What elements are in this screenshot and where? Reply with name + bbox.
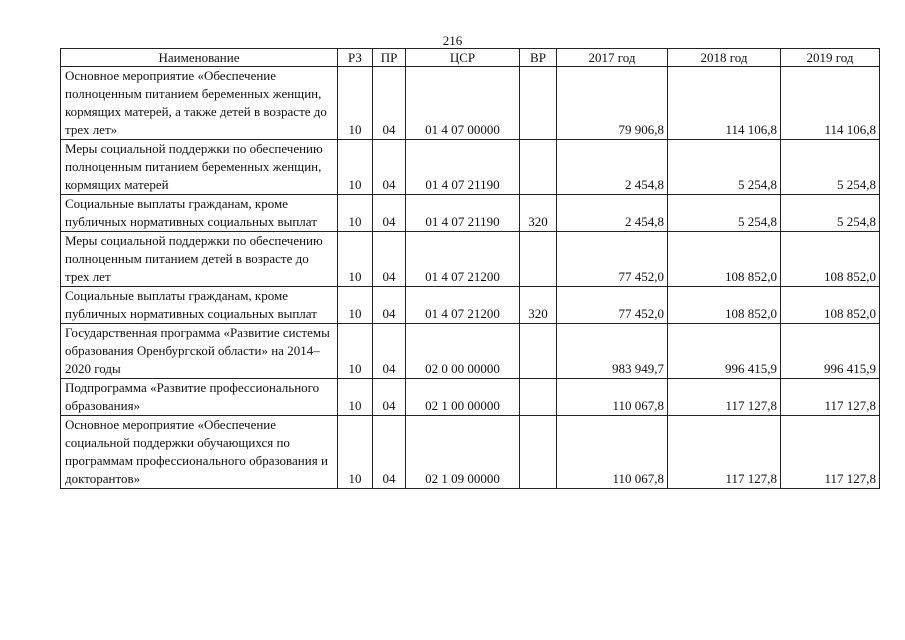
header-2018: 2018 год — [668, 49, 781, 67]
row-2018: 996 415,9 — [668, 324, 781, 379]
row-2018: 108 852,0 — [668, 287, 781, 324]
table-row — [61, 379, 880, 416]
row-2017: 2 454,8 — [557, 140, 668, 195]
row-rz: 10 — [338, 379, 373, 416]
row-pr: 04 — [373, 416, 406, 489]
header-rz: РЗ — [338, 49, 373, 67]
row-csr: 01 4 07 21200 — [406, 287, 520, 324]
row-vr: 320 — [520, 287, 557, 324]
row-2017: 110 067,8 — [557, 416, 668, 489]
header-vr: ВР — [520, 49, 557, 67]
row-pr: 04 — [373, 140, 406, 195]
row-pr: 04 — [373, 287, 406, 324]
row-csr: 01 4 07 00000 — [406, 67, 520, 140]
row-2019: 5 254,8 — [781, 195, 880, 232]
table-row — [61, 140, 880, 195]
row-2019: 996 415,9 — [781, 324, 880, 379]
table-row — [61, 195, 880, 232]
row-pr: 04 — [373, 67, 406, 140]
row-2017: 79 906,8 — [557, 67, 668, 140]
row-name: Социальные выплаты гражданам, кроме публичных нормативных социальных выплат — [61, 287, 338, 324]
header-2017: 2017 год — [557, 49, 668, 67]
row-vr — [520, 140, 557, 195]
row-rz: 10 — [338, 416, 373, 489]
row-2017: 77 452,0 — [557, 287, 668, 324]
row-2017: 110 067,8 — [557, 379, 668, 416]
row-csr: 02 1 00 00000 — [406, 379, 520, 416]
row-name: Социальные выплаты гражданам, кроме публичных нормативных социальных выплат — [61, 195, 338, 232]
row-2017: 983 949,7 — [557, 324, 668, 379]
row-rz: 10 — [338, 324, 373, 379]
row-csr: 01 4 07 21190 — [406, 195, 520, 232]
row-2019: 114 106,8 — [781, 67, 880, 140]
row-2019: 117 127,8 — [781, 416, 880, 489]
row-pr: 04 — [373, 195, 406, 232]
row-2019: 117 127,8 — [781, 379, 880, 416]
row-pr: 04 — [373, 324, 406, 379]
row-2018: 5 254,8 — [668, 140, 781, 195]
row-vr — [520, 67, 557, 140]
row-name: Государственная программа «Развитие системы образования Оренбургской области» на 2014–2020 годы — [61, 324, 338, 379]
row-vr — [520, 232, 557, 287]
row-name: Подпрограмма «Развитие профессионального образования» — [61, 379, 338, 416]
table-row — [61, 416, 880, 489]
row-2018: 114 106,8 — [668, 67, 781, 140]
row-2019: 108 852,0 — [781, 287, 880, 324]
row-pr: 04 — [373, 379, 406, 416]
row-rz: 10 — [338, 195, 373, 232]
row-rz: 10 — [338, 287, 373, 324]
table-row — [61, 324, 880, 379]
row-pr: 04 — [373, 232, 406, 287]
row-vr — [520, 324, 557, 379]
header-2019: 2019 год — [781, 49, 880, 67]
row-2017: 2 454,8 — [557, 195, 668, 232]
budget-table — [60, 48, 880, 489]
row-rz: 10 — [338, 232, 373, 287]
row-name: Меры социальной поддержки по обеспечению полноценным питанием беременных женщин, кормящих матерей — [61, 140, 338, 195]
table-row — [61, 67, 880, 140]
row-name: Основное мероприятие «Обеспечение полноценным питанием беременных женщин, кормящих матерей, а также детей в возрасте до трех лет» — [61, 67, 338, 140]
row-name: Меры социальной поддержки по обеспечению полноценным питанием детей в возрасте до трех лет — [61, 232, 338, 287]
header-pr: ПР — [373, 49, 406, 67]
row-vr — [520, 416, 557, 489]
row-csr: 01 4 07 21200 — [406, 232, 520, 287]
table-row — [61, 232, 880, 287]
header-name: Наименование — [61, 49, 338, 67]
row-vr: 320 — [520, 195, 557, 232]
row-2018: 108 852,0 — [668, 232, 781, 287]
row-csr: 01 4 07 21190 — [406, 140, 520, 195]
row-2019: 5 254,8 — [781, 140, 880, 195]
row-name: Основное мероприятие «Обеспечение социальной поддержки обучающихся по программам профессионального образования и докторантов» — [61, 416, 338, 489]
row-2018: 117 127,8 — [668, 379, 781, 416]
header-csr: ЦСР — [406, 49, 520, 67]
table-header-row — [61, 49, 880, 67]
table-row — [61, 287, 880, 324]
row-csr: 02 0 00 00000 — [406, 324, 520, 379]
row-rz: 10 — [338, 140, 373, 195]
row-rz: 10 — [338, 67, 373, 140]
row-2018: 5 254,8 — [668, 195, 781, 232]
row-2018: 117 127,8 — [668, 416, 781, 489]
row-vr — [520, 379, 557, 416]
row-2019: 108 852,0 — [781, 232, 880, 287]
row-2017: 77 452,0 — [557, 232, 668, 287]
row-csr: 02 1 09 00000 — [406, 416, 520, 489]
page-number: 216 — [442, 33, 463, 48]
